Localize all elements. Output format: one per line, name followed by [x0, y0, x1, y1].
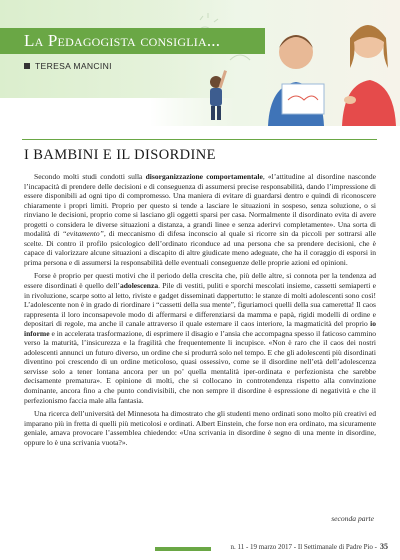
p1-text-3: , di meccanismo di difesa inconscio al quale si ricorre sin da piccoli per sottrarsi alle scelte. Di contro il profilo psicologico dell’ordinato riconduce ad una persona che sa prendere decisioni, che è capace di valorizzare alcune situazioni a discapito di altre giudicate meno adeguate, che ha il coraggio di esporsi in prima persona e di assumersi la responsabilità delle eventuali conseguenze delle proprie azioni ed opinioni.: [24, 229, 376, 267]
footer-issue-text: n. 11 - 19 marzo 2017 - Il Settimanale di Padre Pio -: [230, 543, 377, 551]
continuation-note: seconda parte: [331, 514, 374, 523]
p2-bold-term-2: io informe: [24, 319, 376, 338]
page-footer: [0, 534, 400, 560]
p1-italic-term: “evitamento”: [62, 229, 104, 239]
paragraph-2: [24, 271, 376, 405]
p1-text-2: , «l’attitudine al disordine nasconde l’incapacità di prendere delle decisioni e di conseguenza di assumersi precise responsabilità, dando l’impressione di essere disponibili ad ogni tipo di compromesso. Una maniera di evitare di guardarsi dentro e quindi di riconoscere chiaramente i propri limiti. Proprio per questo si tende a lasciare le situazioni in sospeso, senza soluzione, o si rinviano le decisioni, proprio come si lasciano gli oggetti sparsi per casa. Normalmente il disordinato evita di avere progetti o considera le diverse situazioni a distanza, a grandi linee e senza aderirvi completamente». Una sorta di modalità di: [24, 172, 376, 239]
paragraph-3: Una ricerca dell’università del Minnesota ha dimostrato che gli studenti meno ordinati sono molto più creativi ed imparano più in fretta di quelli più meticolosi e ordinati. Albert Einstein, che forse non era ordinato, ma sicuramente geniale, amava provocare l’assemblea chiedendo: «Una scrivania in disordine è segno di una mente in disordine, oppure lo è una scrivania vuota?».: [24, 409, 376, 447]
author-byline: [24, 61, 112, 71]
p1-text-1: Secondo molti studi condotti sulla: [34, 172, 146, 181]
p2-text-2: . Pile di vestiti, puliti e sporchi mescolati insieme, cassetti semiaperti e in rivoluzione, scarpe sotto al letto, riviste e gadget disseminati dappertutto: le stanze di molti adolescenti sono così! L’adolescente non è in grado di riordinare i “cassetti della sua mente”, figuriamoci quelli della sua cameretta! Il caos rappresenta il loro inconsapevole modo di affermarsi e differenziarsi da mamma e papà, rigidi modelli di ordine e depositari di regole, ma anche il canale attraverso il quale esternare il caos interiore, la magmaticità del proprio: [24, 281, 376, 329]
footer-accent-bar: [155, 547, 211, 551]
section-title: La Pedagogista consiglia...: [24, 31, 221, 50]
p1-bold-term: disorganizzazione comportamentale: [145, 172, 263, 181]
article-title: I BAMBINI E IL DISORDINE: [24, 147, 216, 163]
p2-bold-term: adolescenza: [119, 281, 159, 291]
paragraph-1: [24, 172, 376, 267]
page-number: 35: [380, 542, 388, 551]
p2-text-3: e in accelerata trasformazione, di esprimere il disagio e l’ansia che accompagna spesso il faticoso cammino verso la maturità, l’insicurezza e la fragilità che frequentemente li incupisce. «Non è raro che il caos dei nostri adolescenti annunci un futuro diverso, un ordine che si produrrà solo nel tempo. E che gli adolescenti più disordinati diventino poi crescendo di un ordine meticoloso, quasi ossessivo, come se il disordine nell’età dell’adolescenza servisse solo a tener lontana ancora per un po’ quella mentalità iper-ordinata e perfezionista che sarebbe decisamente prematura». E opinione di molti, che si collocano in controtendenza rispetto alla convinzione dominante, ancora fino a che punto condivisibili, che non sempre il disordine è espressione di negatività e che il perfezionismo faccia male alla fantasia.: [24, 328, 376, 405]
bullet-square-icon: [24, 63, 30, 69]
p2-text-1: Forse è proprio per questi motivi che il periodo della crescita che, più delle altre, si connota per la tendenza ad essere disordinati è quello dell’: [24, 271, 376, 291]
title-divider: [22, 139, 377, 140]
header-photo: [150, 0, 400, 126]
article-body: [24, 172, 376, 451]
footer-issue: [230, 542, 388, 551]
author-name: TERESA MANCINI: [35, 61, 112, 71]
